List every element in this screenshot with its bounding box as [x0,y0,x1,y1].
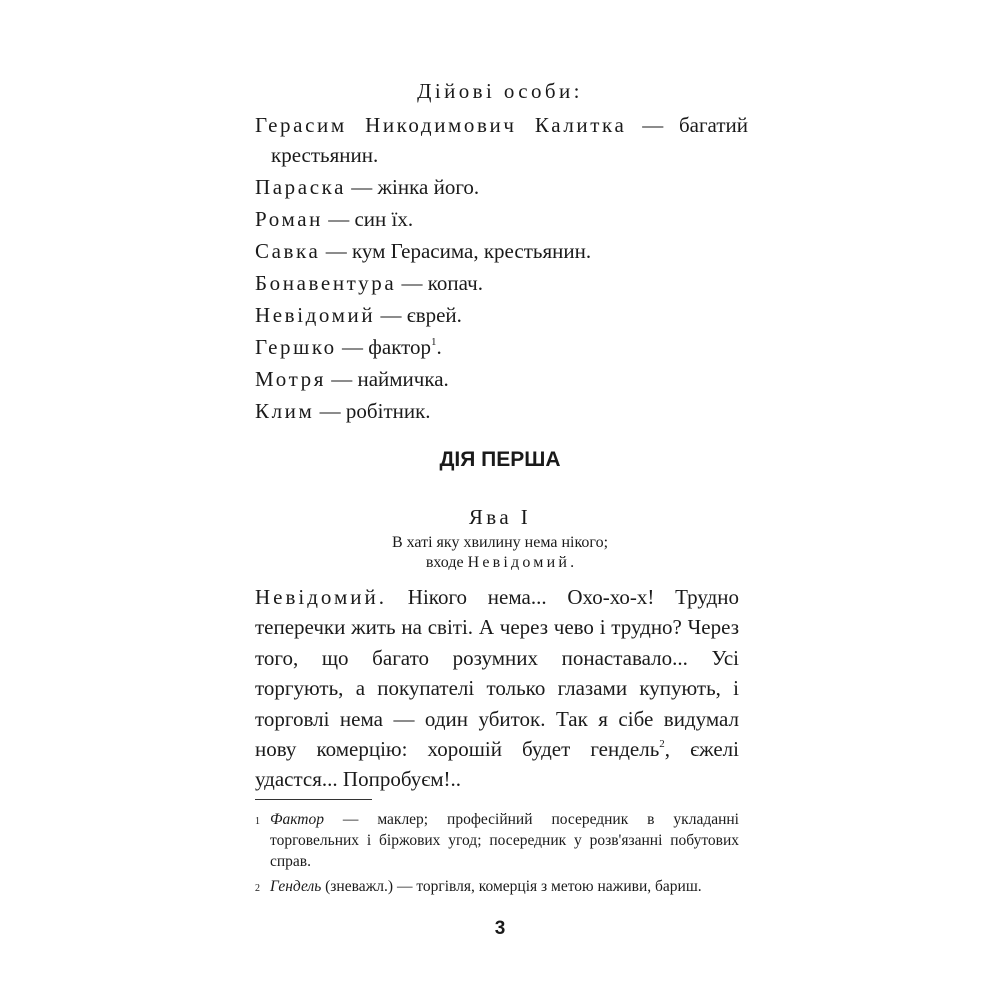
cast-role: Мотря [255,367,326,391]
footnote-divider [255,799,372,800]
footnote-mark: 1 [255,816,260,827]
cast-member [255,268,755,298]
footnote-ref[interactable]: 1 [431,336,437,348]
footnote-term: Гендель [270,878,322,895]
cast-desc: — син їх. [322,207,414,231]
cast-member [255,300,755,330]
cast-role: Герасим Никодимович Калитка [255,113,627,137]
stage-text: входе [425,554,468,571]
footnote-mark: 2 [255,883,260,894]
cast-desc: — фактор [336,335,432,359]
cast-member [255,332,755,362]
cast-role: Бонавентура [255,271,397,295]
speaker-name: Невідомий. [255,585,388,609]
cast-role: Роман [255,207,323,231]
stage-direction-line [0,553,1000,573]
cast-desc: — багатий [626,113,748,137]
stage-direction [0,533,1000,573]
cast-desc: — копач. [396,271,483,295]
stage-direction-line: В хаті яку хвилину нема нікого; [391,534,609,551]
footnote-term: Фактор [270,811,324,828]
speech-paragraph [255,582,739,795]
cast-role: Параска [255,175,347,199]
cast-desc-end: . [436,335,442,359]
stage-text: . [570,554,575,571]
cast-member [255,236,755,266]
page-number: 3 [494,918,506,939]
cast-member [255,364,755,394]
cast-desc: — наймичка. [325,367,449,391]
cast-desc: — єврей. [375,303,462,327]
cast-desc: — робітник. [314,399,431,423]
scene-title: Ява І [468,505,532,529]
stage-character: Невідомий [467,554,571,571]
footnote-body [255,809,739,872]
cast-member [255,172,755,202]
cast-list [255,110,755,428]
speech-text: , єжелі удастся... Попробуєм!.. [255,737,739,792]
cast-desc-continued: крестьянин. [271,143,379,167]
cast-heading: Дійові особи: [417,79,583,103]
speech-text: Нікого нема... Охо-хо-х! Трудно теперечки жить на світі. А через чево і трудно? Через того, що багато розумних понаставало... Усі торгують, а покупателі только глазами купують, і торговлі нема — один убиток. Так я сібе видумал нову комерцію: хорошій будет гендель [255,585,739,762]
cast-member [255,396,755,426]
cast-desc: — кум Герасима, крестьянин. [320,239,592,263]
cast-member [255,110,755,170]
cast-desc: — жінка його. [346,175,480,199]
footnote [255,809,739,872]
cast-role: Савка [255,239,321,263]
act-title: ДІЯ ПЕРША [439,448,561,471]
footnote-text: (зневажл.) — торгівля, комерція з метою наживи, бариш. [321,878,702,895]
cast-role: Клим [255,399,315,423]
footnote-text: — маклер; професійний посередник в укладанні торговельних і біржових угод; посередник у розв'язанні побутових справ. [270,811,739,870]
footnote [255,876,739,897]
footnote-ref[interactable]: 2 [659,738,665,751]
cast-member [255,204,755,234]
cast-role: Гершко [255,335,337,359]
footnote-body [255,876,739,897]
cast-role: Невідомий [255,303,376,327]
